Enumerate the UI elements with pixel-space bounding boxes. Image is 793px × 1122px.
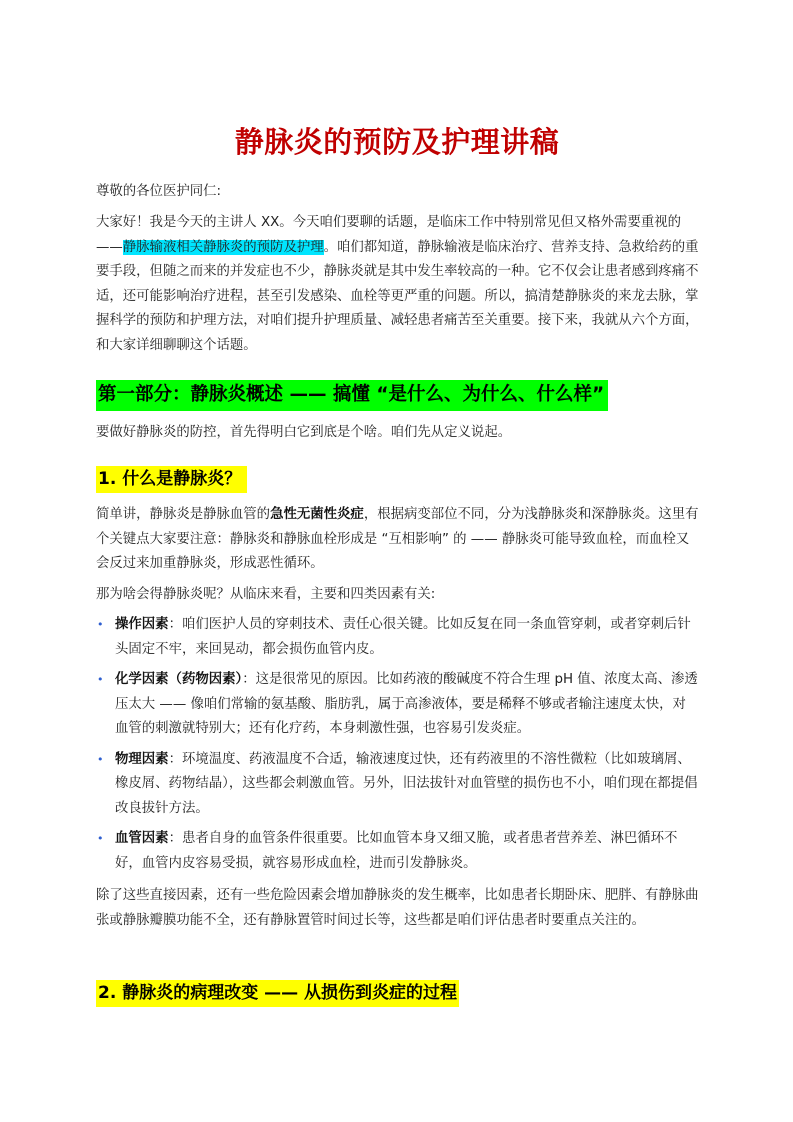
factor-text: ：患者自身的血管条件很重要。比如血管本身又细又脆，或者患者营养差、淋巴循环不好，血管内皮容易受损，就容易形成血栓，进而引发静脉炎。 (115, 831, 678, 871)
section1-heading: 1. 什么是静脉炎？ (96, 466, 247, 493)
section2-heading: 2. 静脉炎的病理改变 —— 从损伤到炎症的过程 (96, 980, 459, 1007)
list-item (96, 613, 698, 662)
bullet-icon: • (97, 832, 104, 845)
part1-intro: 要做好静脉炎的防控，首先得明白它到底是个啥。咱们先从定义说起。 (96, 425, 512, 440)
factor-text: ：这是很常见的原因。比如药液的酸碱度不符合生理 pH 值、浓度太高、渗透压太大 —— 像咱们常输的氨基酸、脂肪乳，属于高渗液体，要是稀释不够或者输注速度太快，对血管的刺激就特别大；还有化疗药，本身刺激性强，也容易引发炎症。 (115, 672, 698, 736)
list-item (96, 748, 698, 822)
factor-label: 物理因素 (115, 751, 169, 767)
factor-text: ：环境温度、药液温度不合适，输液速度过快，还有药液里的不溶性微粒（比如玻璃屑、橡皮屑、药物结晶），这些都会刺激血管。另外，旧法拔针对血管壁的损伤也不小，咱们现在都提倡改良拔针方法。 (115, 751, 698, 816)
definition-text-before: 简单讲，静脉炎是静脉血管的 (96, 507, 271, 522)
causes-intro: 那为啥会得静脉炎呢？从临床来看，主要和四类因素有关: (96, 587, 436, 602)
bullet-icon: • (97, 618, 104, 631)
list-item (96, 668, 698, 742)
greeting: 尊敬的各位医护同仁: (96, 184, 222, 199)
bullet-icon: • (97, 752, 104, 766)
factor-label: 操作因素 (115, 617, 169, 632)
risk-factors-paragraph: 除了这些直接因素，还有一些危险因素会增加静脉炎的发生概率，比如患者长期卧床、肥胖、有静脉曲张或静脉瓣膜功能不全，还有静脉置管时间过长等，这些都是咱们评估患者时要重点关注的。 (96, 888, 699, 928)
intro-text-before: 大家好！我是今天的主讲人 XX。今天咱们要聊的话题，是临床工作中特别常见但又格外需要重视的 —— (96, 215, 682, 255)
part1-heading: 第一部分：静脉炎概述 —— 搞懂 “是什么、为什么、什么样” (96, 380, 608, 411)
bullet-icon: • (97, 673, 104, 686)
intro-highlight: 静脉输液相关静脉炎的预防及护理 (122, 239, 324, 255)
intro-text-after: 。咱们都知道，静脉输液是临床治疗、营养支持、急救给药的重要手段，但随之而来的并发症也不少，静脉炎就是其中发生率较高的一种。它不仅会让患者感到疼痛不适，还可能影响治疗进程，甚至引发感染、血栓等更严重的问题。所以，搞清楚静脉炎的来龙去脉，掌握科学的预防和护理方法，对咱们提升护理质量、减轻患者痛苦至关重要。接下来，我就从六个方面，和大家详细聊聊这个话题。 (96, 239, 699, 353)
intro-paragraph (96, 211, 701, 358)
definition-text-after: ，根据病变部位不同，分为浅静脉炎和深静脉炎。这里有个关键点大家要注意：静脉炎和静脉血栓形成是 “互相影响” 的 —— 静脉炎可能导致血栓，而血栓又会反过来加重静脉炎，形成恶性循环。 (96, 507, 699, 571)
document-title: 静脉炎的预防及护理讲稿 (234, 125, 560, 159)
factor-label: 血管因素 (115, 831, 169, 846)
list-item (96, 827, 698, 876)
factor-list (96, 613, 698, 882)
factor-label: 化学因素（药物因素） (115, 672, 243, 687)
definition-bold: 急性无菌性炎症 (270, 507, 364, 522)
definition-paragraph (96, 503, 701, 577)
factor-text: ：咱们医护人员的穿刺技术、责任心很关键。比如反复在同一条血管穿刺，或者穿刺后针头固定不牢，来回晃动，都会损伤血管内皮。 (115, 617, 691, 657)
